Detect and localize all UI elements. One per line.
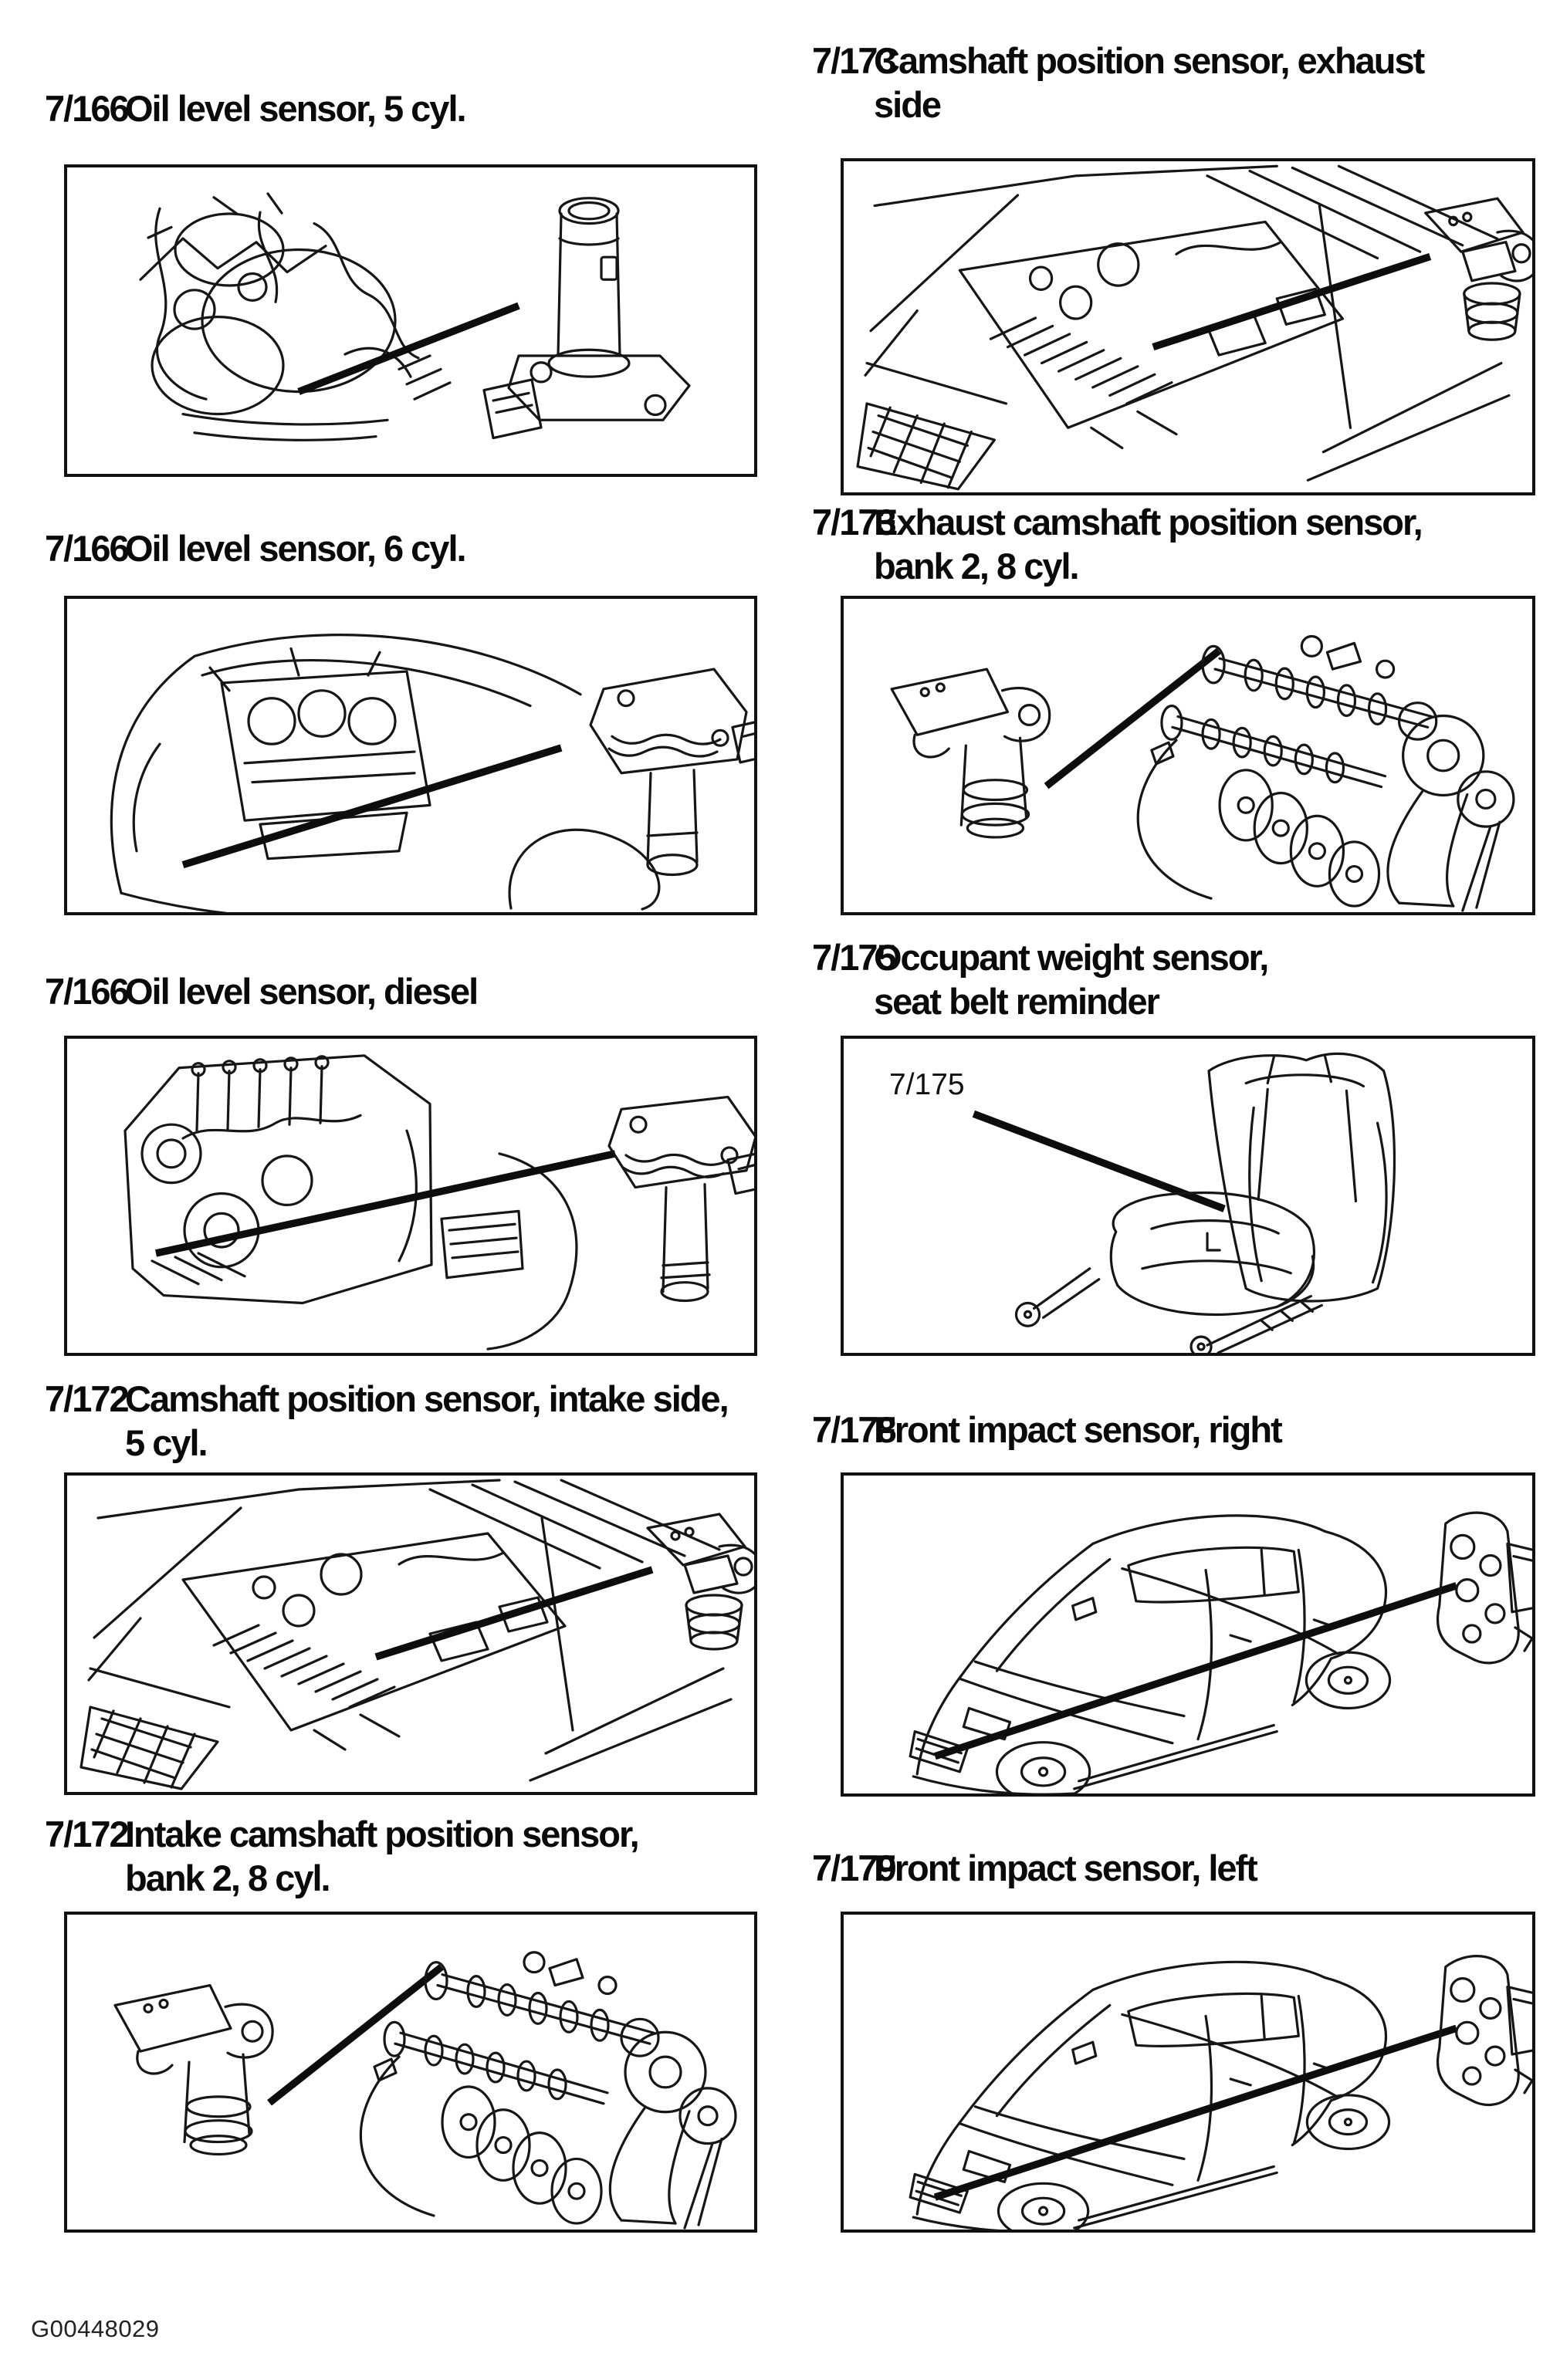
camshaft-position-sensor <box>648 1514 754 1649</box>
leader-line <box>1153 256 1430 347</box>
engine-bay-line-art <box>858 166 1509 489</box>
figure-number: 7/173 <box>812 502 895 543</box>
figure-box-camshaft-intake-5cyl <box>64 1472 757 1795</box>
figure-number: 7/175 <box>812 937 895 978</box>
figure-title: Camshaft position sensor, intake side, 5 cyl. <box>125 1378 728 1463</box>
car-impact-sensor-illustration <box>844 1915 1532 2230</box>
figure-title: Exhaust camshaft position sensor, bank 2, 8 cyl. <box>874 502 1422 587</box>
figure-number: 7/179 <box>812 1848 895 1888</box>
engine-bay-line-art <box>81 1480 731 1789</box>
figure-number: 7/172 <box>45 1378 128 1419</box>
figure-box-oil-level-6cyl <box>64 596 757 915</box>
car-front-outline <box>111 635 659 912</box>
engine-5cyl-illustration <box>67 167 754 474</box>
figure-box-front-impact-right <box>841 1472 1535 1797</box>
figure-title: Occupant weight sensor, seat belt reminder <box>874 937 1268 1022</box>
figure-box-camshaft-exhaust <box>841 158 1535 495</box>
figure-number: 7/178 <box>812 1409 895 1450</box>
figure-number: 7/166 <box>45 88 128 129</box>
diesel-engine-line-art <box>125 1056 577 1349</box>
figure-title: Oil level sensor, diesel <box>125 971 478 1012</box>
figure-number: 7/172 <box>45 1814 128 1854</box>
engine-line-art <box>140 194 450 440</box>
leader-line <box>935 1586 1457 1756</box>
figure-box-exhaust-camshaft-bank2 <box>841 596 1535 915</box>
figure-number: 7/166 <box>45 971 128 1012</box>
figure-number: 7/166 <box>45 528 128 569</box>
leader-line <box>183 748 561 865</box>
leader-line <box>376 1570 652 1657</box>
figure-box-intake-camshaft-bank2 <box>64 1912 757 2233</box>
camshaft-crankshaft-assembly <box>1138 637 1514 911</box>
figure-title: Front impact sensor, right <box>874 1409 1281 1450</box>
figure-number: 7/173 <box>812 40 895 81</box>
leader-line <box>269 1967 442 2103</box>
figure-box-oil-level-diesel <box>64 1036 757 1356</box>
car-line-art <box>910 1962 1389 2230</box>
camshaft-assembly-illustration <box>844 599 1532 912</box>
figure-title: Front impact sensor, left <box>874 1848 1257 1888</box>
figure-box-front-impact-left <box>841 1912 1535 2233</box>
seat-sensor-callout-label: 7/175 <box>889 1068 965 1101</box>
oil-level-sensor <box>484 198 689 438</box>
figure-title: Oil level sensor, 5 cyl. <box>125 88 465 129</box>
leader-line <box>156 1154 615 1253</box>
figure-box-oil-level-5cyl <box>64 164 757 477</box>
camshaft-assembly-illustration <box>67 1915 754 2230</box>
leader-line <box>299 306 519 391</box>
document-code: G00448029 <box>31 2315 160 2342</box>
oil-level-sensor <box>609 1097 754 1300</box>
leader-line <box>935 2028 1457 2197</box>
car-line-art <box>910 1516 1389 1793</box>
engine-line-art <box>210 648 430 858</box>
engine-bay-illustration <box>844 161 1532 492</box>
diesel-engine-illustration <box>67 1039 754 1353</box>
figure-title: Oil level sensor, 6 cyl. <box>125 528 465 569</box>
car-impact-sensor-illustration <box>844 1476 1532 1793</box>
leader-line <box>1047 651 1220 786</box>
camshaft-position-sensor <box>115 1986 272 2155</box>
camshaft-crankshaft-assembly <box>360 1952 736 2228</box>
camshaft-position-sensor <box>1426 198 1532 340</box>
figure-title: Intake camshaft position sensor, bank 2, 8 cyl. <box>125 1814 638 1898</box>
engine-bay-illustration <box>67 1476 754 1792</box>
camshaft-position-sensor <box>892 669 1050 837</box>
leader-line <box>973 1114 1224 1209</box>
figure-title: Camshaft position sensor, exhaust side <box>874 40 1424 125</box>
oil-level-sensor <box>590 669 754 874</box>
car-front-engine-illustration <box>67 599 754 912</box>
